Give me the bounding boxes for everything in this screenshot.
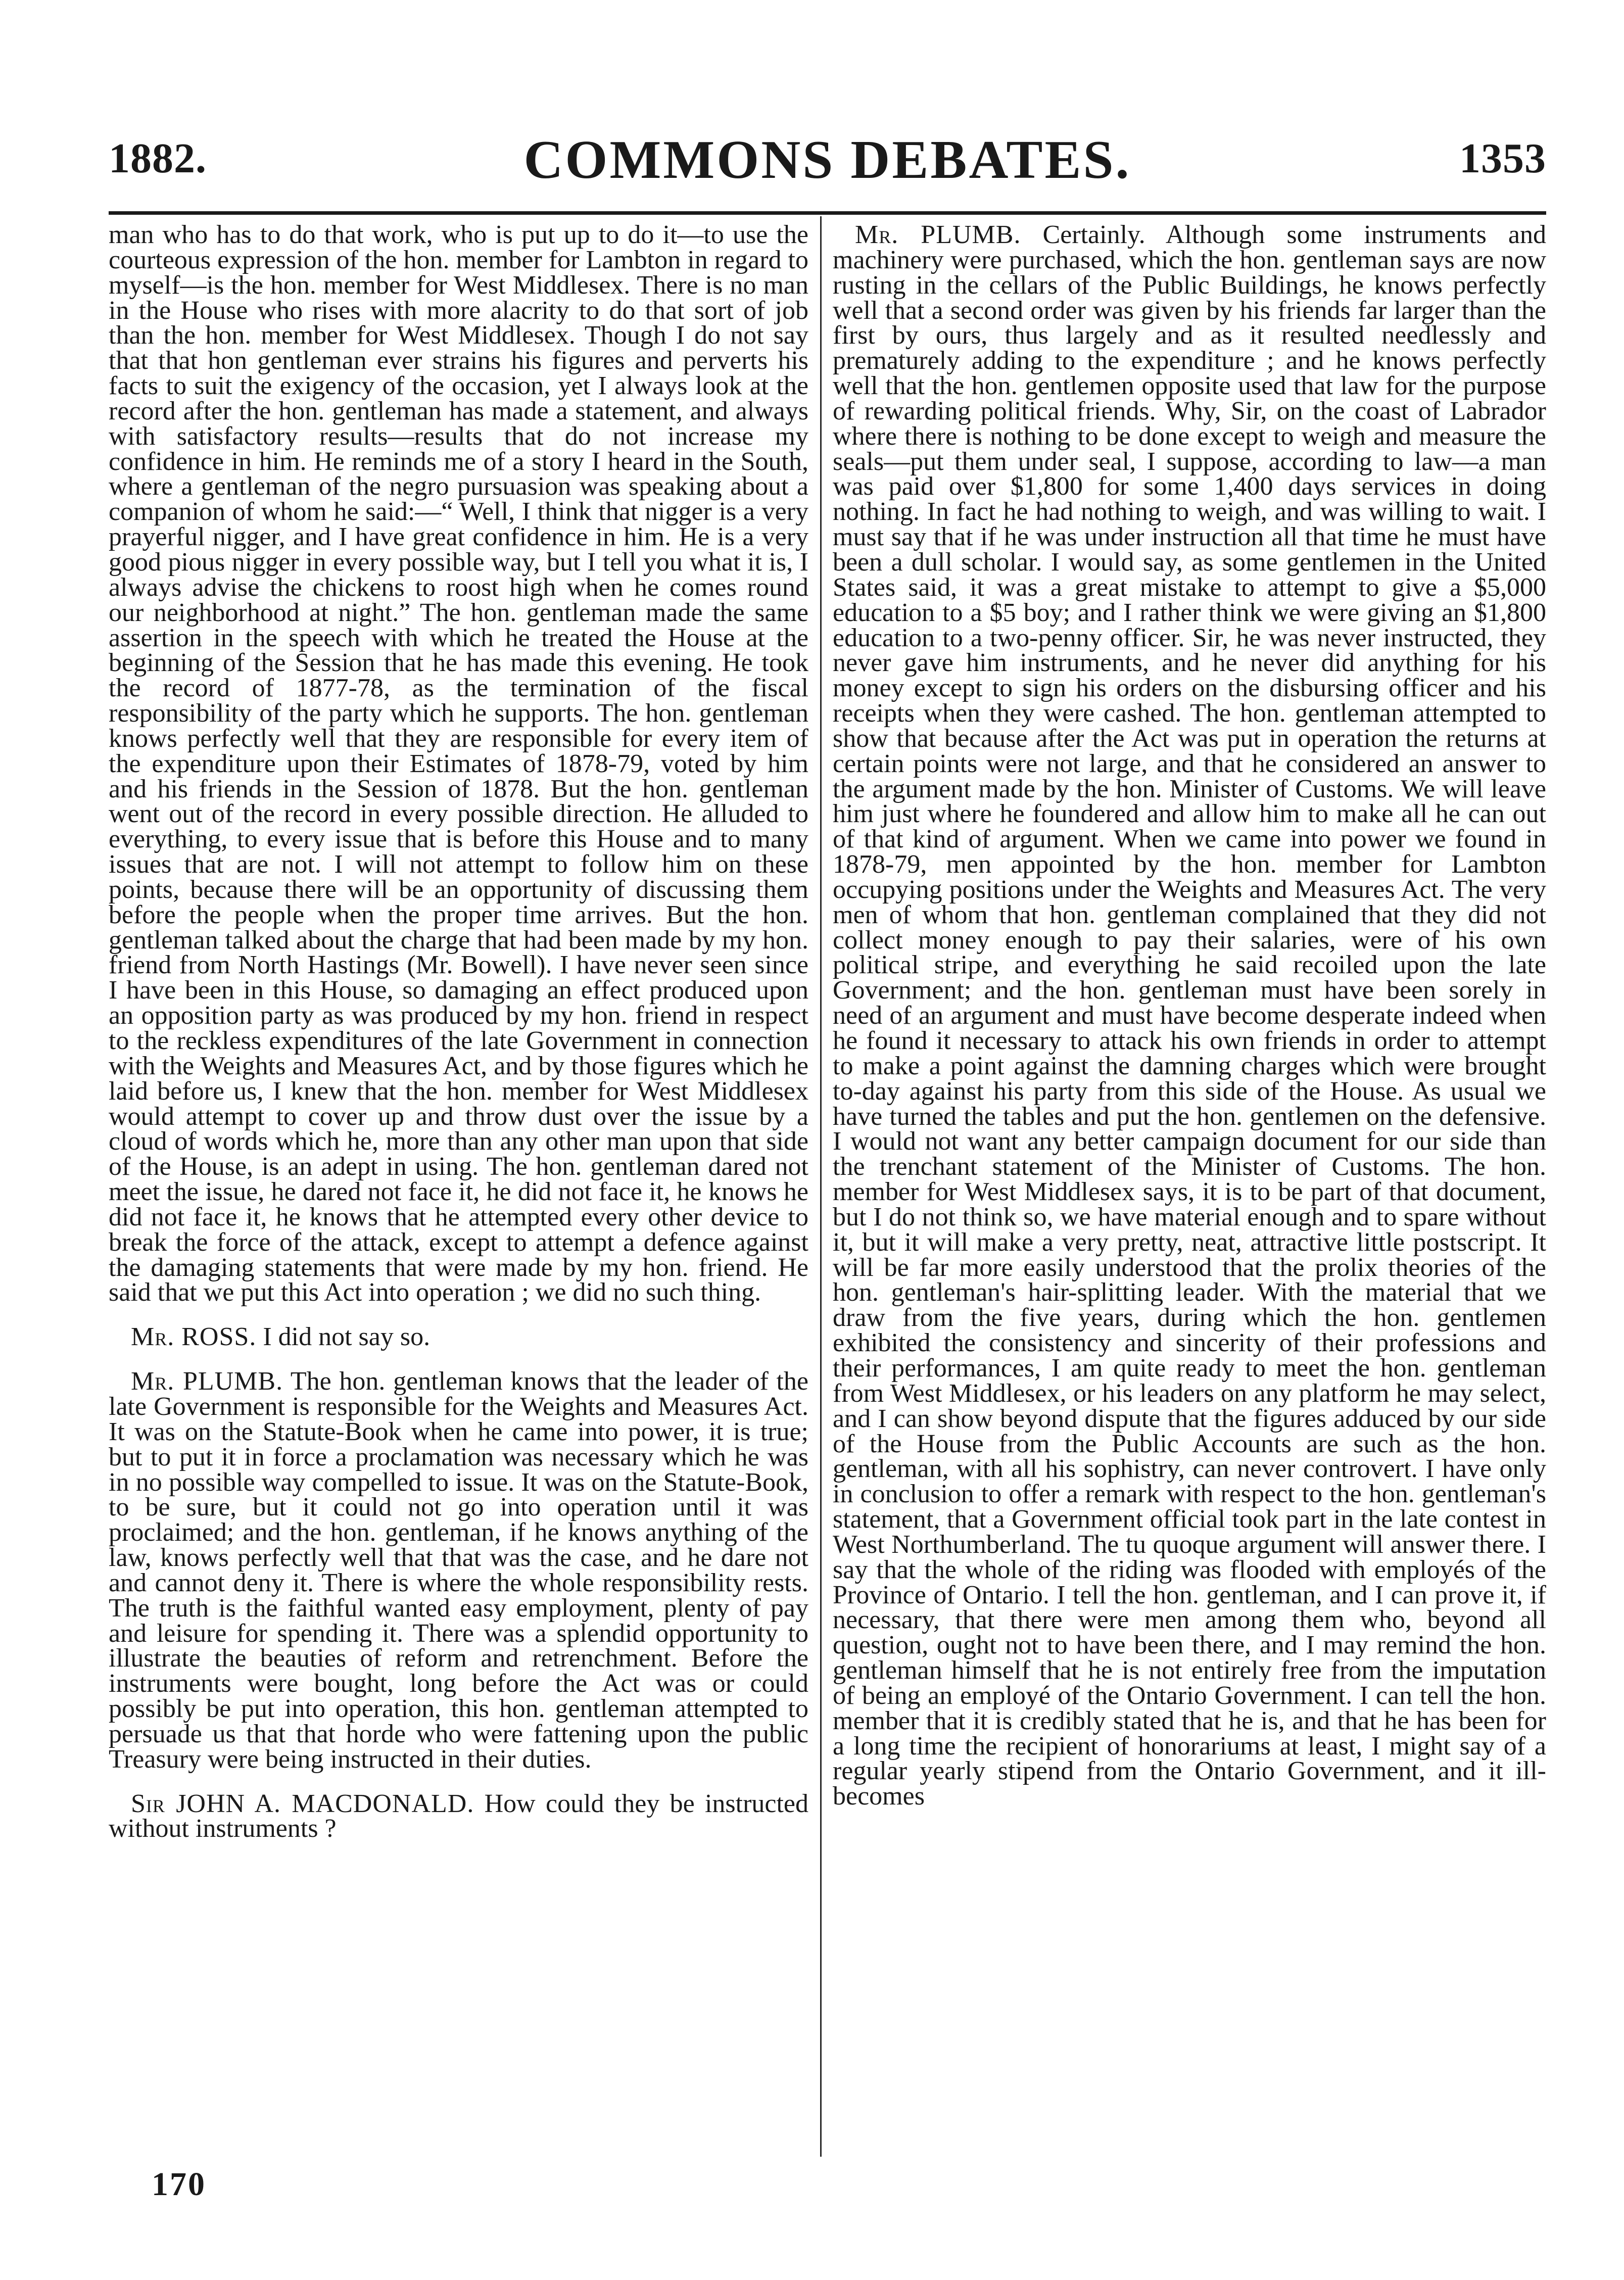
right-column <box>833 222 1546 1809</box>
page-title: COMMONS DEBATES. <box>523 130 1131 190</box>
paragraph <box>833 222 1546 1809</box>
speaker-name: Mr. PLUMB. <box>855 220 1021 249</box>
header-year: 1882. <box>109 135 207 182</box>
paragraph <box>109 222 808 1305</box>
paragraph-text: Certainly. Although some instruments and machinery were purchased, which the hon. gentleman says are now rusting in the cellars of the Public Buildings, he knows perfectly well that a second order was given by his friends far larger than the first by ours, thus largely and as it resulted needlessly and prematurely adding to the expenditure ; and he knows perfectly well that the hon. gentlemen opposite used that law for the purpose of rewarding political friends. Why, Sir, on the coast of Labrador where there is nothing to be done except to weigh and measure the seals—put them under seal, I suppose, according to law—a man was paid over $1,800 for some 1,400 days services in doing nothing. In fact he had nothing to weigh, and was willing to wait. I must say that if he was under instruction all that time he must have been a dull scholar. I would say, as some gentlemen in the United States said, it was a great mistake to attempt to give a $5,000 education to a $5 boy; and I rather think we were giving an $1,800 education to a two-penny officer. Sir, he was never instructed, they never gave him instruments, and he never did anything for his money except to sign his orders on the disbursing officer and his receipts when they were cashed. The hon. gentleman attempted to show that because after the Act was put in operation the returns at certain points were not large, and that he considered an answer to the argument made by the hon. Minister of Customs. We will leave him just where he foundered and allow him to make all he can out of that kind of argument. When we came into power we found in 1878-79, men appointed by the hon. member for Lambton occupying positions under the Weights and Measures Act. The very men of whom that hon. gentleman complained that they did not collect money enough to pay their salaries, were of his own political stripe, and everything he said recoiled upon the late Government; and the hon. gentleman must have been sorely in need of an argument and must have become desperate indeed when he found it necessary to attack his own friends in order to attempt to make a point against the damning charges which were brought to-day against his party from this side of the House. As usual we have turned the tables and put the hon. gentlemen on the defensive. I would not want any better campaign document for our side than the trenchant statement of the Minister of Customs. The hon. member for West Middlesex says, it is to be part of that document, but I do not think so, we have material enough and to spare without it, but it will make a very pretty, neat, attractive little postscript. It will be far more easily understood that the prolix theories of the hon. gentleman's hair-splitting leader. With the material that we draw from the five years, during which the hon. gentlemen exhibited the consistency and sincerity of their professions and their performances, I am quite ready to meet the hon. gentleman from West Middlesex, or his leaders on any platform he may select, and I can show beyond dispute that the figures adduced by our side of the House from the Public Accounts are such as the hon. gentleman, with all his sophistry, can never controvert. I have only in conclusion to offer a remark with respect to the hon. gentleman's statement, that a Government official took part in the late contest in West Northumberland. The tu quoque argument will answer there. I say that the whole of the riding was flooded with employés of the Province of Ontario. I tell the hon. gentleman, and I can prove it, if necessary, that there were men among them who, beyond all question, ought not to have been there, and I may remind the hon. gentleman himself that he is not entirely free from the imputation of being an employé of the Ontario Government. I can tell the hon. member that it is credibly stated that he is, and that he has been for a long time the recipient of honorariums at least, I might say of a regular yearly stipend from the Ontario Government, and it ill-becomes <box>833 220 1546 1811</box>
paragraph <box>109 1791 808 1842</box>
paragraph-text: The hon. gentleman knows that the leader of the late Government is responsible for the Weights and Measures Act. It was on the Statute-Book when he came into power, it is true; but to put it in force a proclamation was necessary which he was in no possible way compelled to issue. It was on the Statute-Book, to be sure, but it could not go into operation until it was proclaimed; and the hon. gentleman, if he knows anything of the law, knows perfectly well that that was the case, and he dare not and cannot deny it. There is where the whole responsibility rests. The truth is the faithful wanted easy employment, plenty of pay and leisure for spending it. There was a splendid opportunity to illustrate the beauties of reform and retrenchment. Before the instruments were bought, long before the Act was or could possibly be put into operation, this hon. gentleman attempted to persuade us that that horde who were fattening upon the public Treasury were being instructed in their duties. <box>109 1367 809 1774</box>
speaker-name: Mr. PLUMB. <box>131 1367 283 1396</box>
page-header <box>109 129 1546 205</box>
paragraph-text: I did not say so. <box>263 1322 431 1352</box>
paragraph <box>109 1369 808 1772</box>
paragraph-text: How could they be instructed without instruments ? <box>109 1789 809 1843</box>
speaker-name: Sir JOHN A. MACDONALD. <box>131 1789 474 1818</box>
paragraph <box>109 1324 808 1350</box>
column-divider <box>820 216 822 2157</box>
left-column <box>109 222 808 1841</box>
paragraph-text: man who has to do that work, who is put up to do it—to use the courteous expression of the hon. member for Lambton in regard to myself—is the hon. member for West Middlesex. There is no man in the House who rises with more alacrity to do that sort of job than the hon. member for West Middlesex. Though I do not say that that hon gentleman ever strains his figures and perverts his facts to suit the exigency of the occasion, yet I always look at the record after the hon. gentleman has made a statement, and always with satisfactory results—results that do not increase my confidence in him. He reminds me of a story I heard in the South, where a gentleman of the negro pursuasion was speaking about a companion of whom he said:—“ Well, I think that nigger is a very prayerful nigger, and I have great confidence in him. He is a very good pious nigger in every possible way, but I tell you what it is, I always advise the chickens to roost high when he comes round our neighborhood at night.” The hon. gentleman made the same assertion in the speech with which he treated the House at the beginning of the Session that he has made this evening. He took the record of 1877-78, as the termination of the fiscal responsibility of the party which he supports. The hon. gentleman knows perfectly well that they are responsible for every item of the expenditure upon their Estimates of 1878-79, voted by him and his friends in the Session of 1878. But the hon. gentleman went out of the record in every possible direction. He alluded to everything, to every issue that is before this House and to many issues that are not. I will not attempt to follow him on these points, because there will be an opportunity of discussing them before the people when the proper time arrives. But the hon. gentleman talked about the charge that had been made by my hon. friend from North Hastings (Mr. Bowell). I have never seen since I have been in this House, so damaging an effect produced upon an opposition party as was produced by my hon. friend in respect to the reckless expenditures of the late Government in connection with the Weights and Measures Act, and by those figures which he laid before us, I knew that the hon. member for West Middlesex would attempt to cover up and throw dust over the issue by a cloud of words which he, more than any other man upon that side of the House, is an adept in using. The hon. gentleman dared not meet the issue, he dared not face it, he did not face it, he knows he did not face it, he knows that he attempted every other device to break the force of the attack, except to attempt a defence against the damaging statements that were made by my hon. friend. He said that we put this Act into operation ; we did no such thing. <box>109 220 808 1307</box>
header-page-number: 1353 <box>1459 135 1546 182</box>
header-rule <box>109 211 1546 215</box>
speaker-name: Mr. ROSS. <box>131 1322 257 1352</box>
signature-mark: 170 <box>152 2166 206 2203</box>
